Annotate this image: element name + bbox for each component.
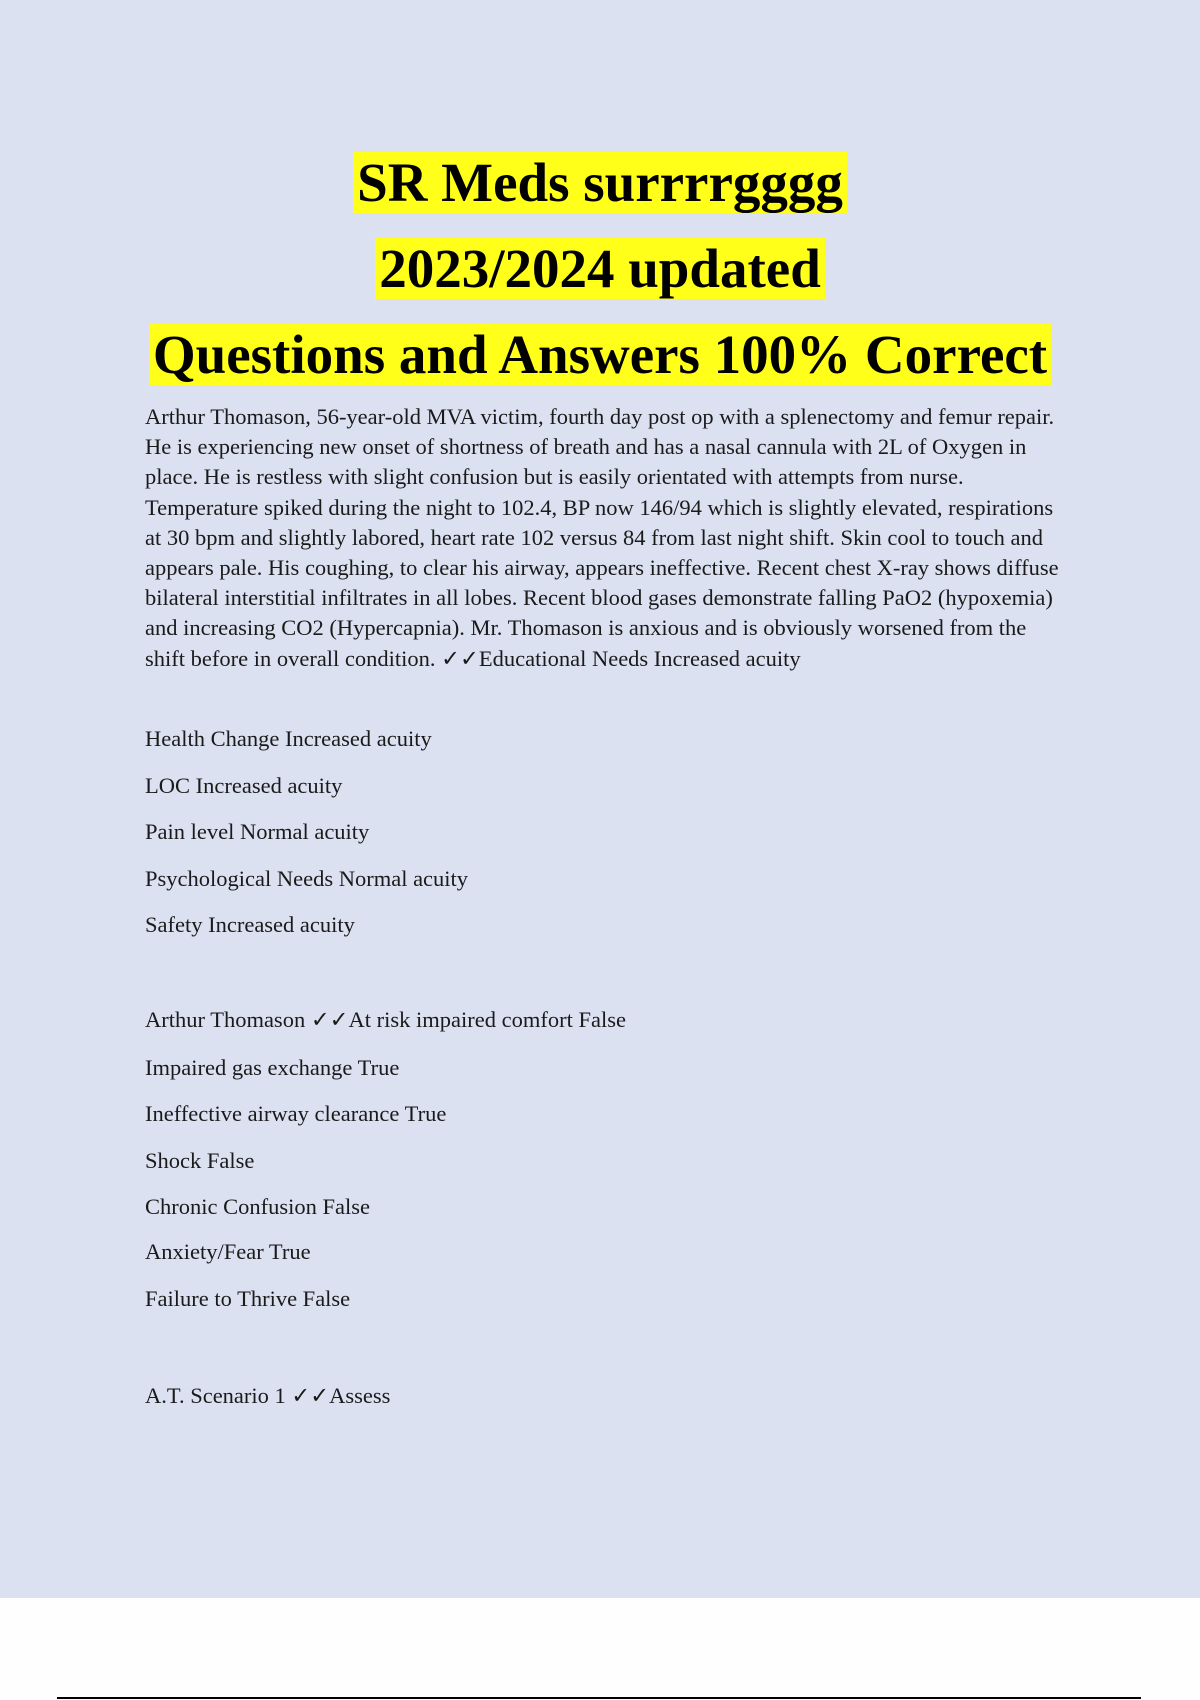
document-body bbox=[145, 402, 1070, 1408]
diagnosis-item: Failure to Thrive False bbox=[145, 1286, 351, 1311]
diagnosis-item: Impaired gas exchange True bbox=[145, 1055, 400, 1080]
acuity-item: Health Change Increased acuity bbox=[145, 726, 432, 751]
acuity-item: Pain level Normal acuity bbox=[145, 819, 370, 844]
document-title bbox=[0, 140, 1200, 398]
diagnosis-item: Anxiety/Fear True bbox=[145, 1239, 311, 1264]
scenario-item: A.T. Scenario 1 ✓✓Assess bbox=[145, 1383, 391, 1408]
acuity-item: LOC Increased acuity bbox=[145, 773, 343, 798]
diagnosis-item: Chronic Confusion False bbox=[145, 1194, 370, 1219]
title-line-2: 2023/2024 updated bbox=[375, 238, 825, 299]
title-line-3: Questions and Answers 100% Correct bbox=[149, 324, 1051, 385]
scenario-paragraph: Arthur Thomason, 56-year-old MVA victim, fourth day post op with a splenectomy and femur repair. He is experiencing new onset of shortness of breath and has a nasal cannula with 2L of Oxygen in place. He is restless with slight confusion but is easily orientated with attempts from nurse. Temperature spiked during the night to 102.4, BP now 146/94 which is slightly elevated, respirations at 30 bpm and slightly labored, heart rate 102 versus 84 from last night shift. Skin cool to touch and appears pale. His coughing, to clear his airway, appears ineffective. Recent chest X-ray shows diffuse bilateral interstitial infiltrates in all lobes. Recent blood gases demonstrate falling PaO2 (hypoxemia) and increasing CO2 (Hypercapnia). Mr. Thomason is anxious and is obviously worsened from the shift before in overall condition. ✓✓Educational Needs Increased acuity bbox=[145, 404, 1059, 671]
title-line-1: SR Meds surrrrgggg bbox=[353, 152, 847, 213]
acuity-item: Safety Increased acuity bbox=[145, 912, 355, 937]
diagnosis-item: Shock False bbox=[145, 1148, 255, 1173]
diagnosis-item: Arthur Thomason ✓✓At risk impaired comfort False bbox=[145, 1007, 626, 1032]
diagnosis-item: Ineffective airway clearance True bbox=[145, 1101, 447, 1126]
footer-divider bbox=[57, 1697, 1141, 1699]
acuity-item: Psychological Needs Normal acuity bbox=[145, 866, 469, 891]
